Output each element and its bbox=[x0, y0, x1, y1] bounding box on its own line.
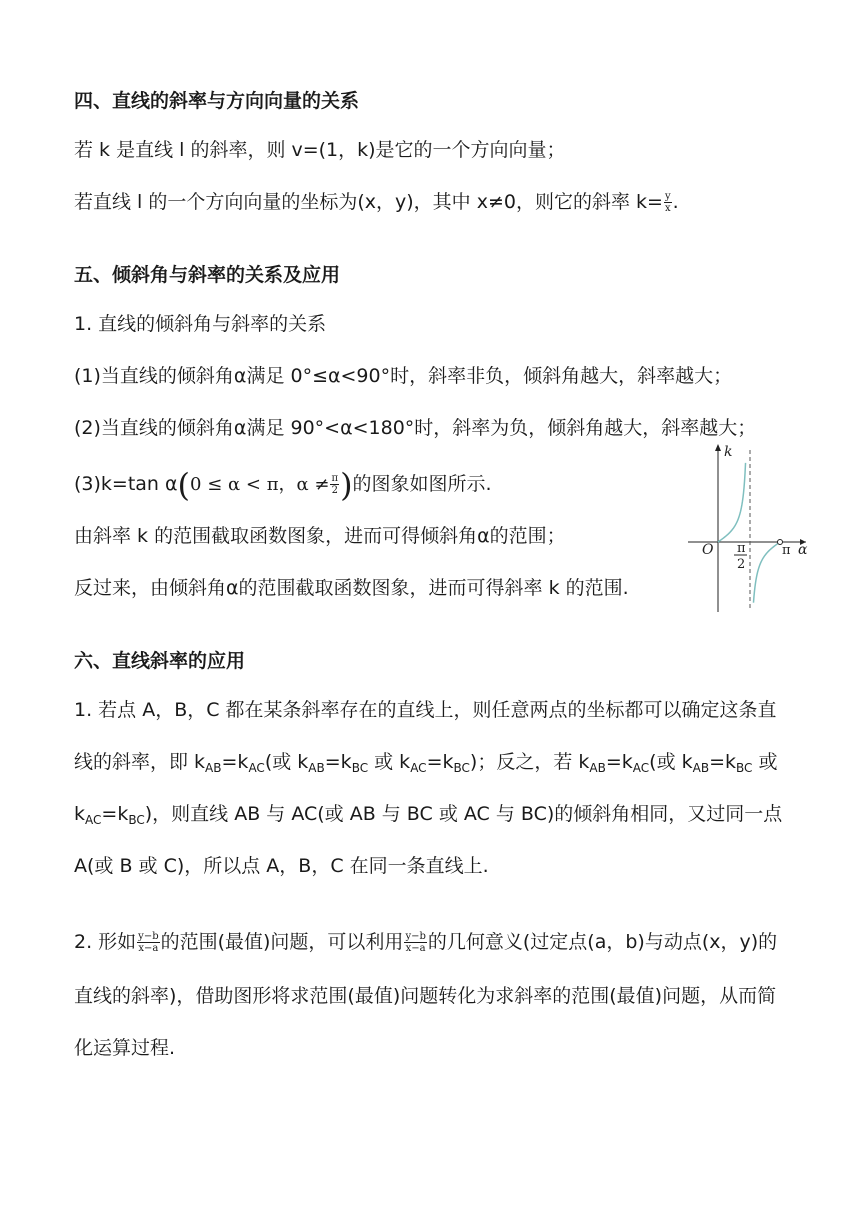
fraction-slope bbox=[404, 931, 426, 954]
tick-half-pi-num: π bbox=[737, 541, 746, 556]
sec6-p1-line-1: 1. 若点 A，B，C 都在某条斜率存在的直线上，则任意两点的坐标都可以确定这条直 bbox=[74, 699, 777, 721]
sec5-item-1c bbox=[74, 466, 492, 504]
text: (或 k bbox=[264, 751, 309, 773]
tan-graph bbox=[682, 440, 812, 612]
frac-den: x bbox=[664, 203, 671, 214]
text: 线的斜率，即 k bbox=[74, 751, 206, 773]
text: =k bbox=[709, 751, 737, 773]
frac-num: y−b bbox=[138, 931, 159, 942]
tan-formula: (3)k=tan α bbox=[74, 473, 178, 495]
text: =k bbox=[605, 751, 633, 773]
sec6-p1-line-4: A(或 B 或 C)，所以点 A，B，C 在同一条直线上. bbox=[74, 855, 489, 877]
sec5-range-line-2: 反过来，由倾斜角α的范围截取函数图象，进而可得斜率 k 的范围. bbox=[74, 577, 629, 599]
frac-num: π bbox=[331, 473, 339, 484]
tan-curve-left bbox=[718, 463, 746, 542]
sec6-p1-line-3 bbox=[74, 800, 782, 834]
text: k bbox=[74, 803, 86, 825]
text: =k bbox=[324, 751, 352, 773]
y-axis-arrow-icon bbox=[715, 444, 721, 451]
tick-half-pi-den: 2 bbox=[737, 557, 746, 572]
tan-curve-right bbox=[753, 542, 780, 603]
text: =k bbox=[221, 751, 249, 773]
subscript: AC bbox=[85, 813, 102, 827]
sec5-range-line-1: 由斜率 k 的范围截取函数图象，进而可得倾斜角α的范围； bbox=[74, 525, 566, 547]
fraction-pi-over-2 bbox=[330, 473, 339, 496]
text: 或 k bbox=[368, 751, 411, 773]
sec5-item-1b: (2)当直线的倾斜角α满足 90°<α<180°时，斜率为负，倾斜角越大，斜率越大； bbox=[74, 417, 757, 439]
frac-den: x−a bbox=[405, 943, 426, 954]
sec4-line-1: 若 k 是直线 l 的斜率，则 v=(1，k)是它的一个方向向量； bbox=[74, 139, 566, 161]
text: =k bbox=[426, 751, 454, 773]
subscript: AB bbox=[589, 761, 606, 775]
subscript: BC bbox=[453, 761, 470, 775]
frac-den: x−a bbox=[138, 943, 159, 954]
text: 或 bbox=[752, 751, 778, 773]
section-5-heading: 五、倾斜角与斜率的关系及应用 bbox=[74, 264, 341, 286]
right-paren: ) bbox=[340, 466, 353, 504]
domain-condition: 0 ≤ α < π，α ≠ bbox=[190, 474, 330, 495]
subscript: BC bbox=[128, 813, 145, 827]
sec5-item-1a: (1)当直线的倾斜角α满足 0°≤α<90°时，斜率非负，倾斜角越大，斜率越大； bbox=[74, 365, 733, 387]
origin-label: O bbox=[702, 542, 714, 558]
subscript: AC bbox=[248, 761, 265, 775]
axis-label-alpha: α bbox=[798, 542, 808, 558]
sec6-p2-line-1 bbox=[74, 928, 777, 956]
subscript: AC bbox=[632, 761, 650, 775]
sec6-p2-line-2: 直线的斜率)，借助图形将求范围(最值)问题转化为求斜率的范围(最值)问题，从而简 bbox=[74, 985, 777, 1007]
tick-pi: π bbox=[782, 543, 791, 558]
fraction-slope bbox=[137, 931, 159, 954]
text: 2. 形如 bbox=[74, 931, 137, 953]
sec6-p2-line-3: 化运算过程. bbox=[74, 1037, 176, 1059]
sec6-p1-line-2 bbox=[74, 748, 777, 782]
frac-num: y−b bbox=[405, 931, 426, 942]
text: =k bbox=[101, 803, 129, 825]
text: )，则直线 AB 与 AC(或 AB 与 BC 或 AC 与 BC)的倾斜角相同，又过同一点 bbox=[144, 803, 783, 825]
axis-label-k: k bbox=[724, 444, 733, 460]
left-paren: ( bbox=[177, 466, 191, 504]
text: 的几何意义(过定点(a，b)与动点(x，y)的 bbox=[427, 931, 778, 953]
text: (或 k bbox=[649, 751, 693, 773]
frac-den: 2 bbox=[331, 485, 338, 496]
sec4-line-2-text: 若直线 l 的一个方向向量的坐标为(x，y)，其中 x≠0，则它的斜率 k= bbox=[74, 191, 663, 213]
section-4-heading: 四、直线的斜率与方向向量的关系 bbox=[74, 90, 360, 112]
section-6-heading: 六、直线斜率的应用 bbox=[74, 650, 246, 672]
subscript: BC bbox=[736, 761, 753, 775]
frac-num: y bbox=[664, 191, 671, 202]
fraction-y-over-x bbox=[664, 191, 672, 214]
subscript: AB bbox=[692, 761, 710, 775]
sec5-item-1c-end: 的图象如图所示. bbox=[352, 473, 492, 495]
subscript: AC bbox=[410, 761, 427, 775]
subscript: AB bbox=[308, 761, 325, 775]
subscript: AB bbox=[205, 761, 222, 775]
text: 的范围(最值)问题，可以利用 bbox=[160, 931, 404, 953]
sec4-line-2-end: . bbox=[672, 191, 679, 213]
subscript: BC bbox=[351, 761, 369, 775]
sec4-line-2 bbox=[74, 188, 679, 216]
text: )；反之，若 k bbox=[469, 751, 590, 773]
sec5-item-1: 1. 直线的倾斜角与斜率的关系 bbox=[74, 313, 327, 335]
